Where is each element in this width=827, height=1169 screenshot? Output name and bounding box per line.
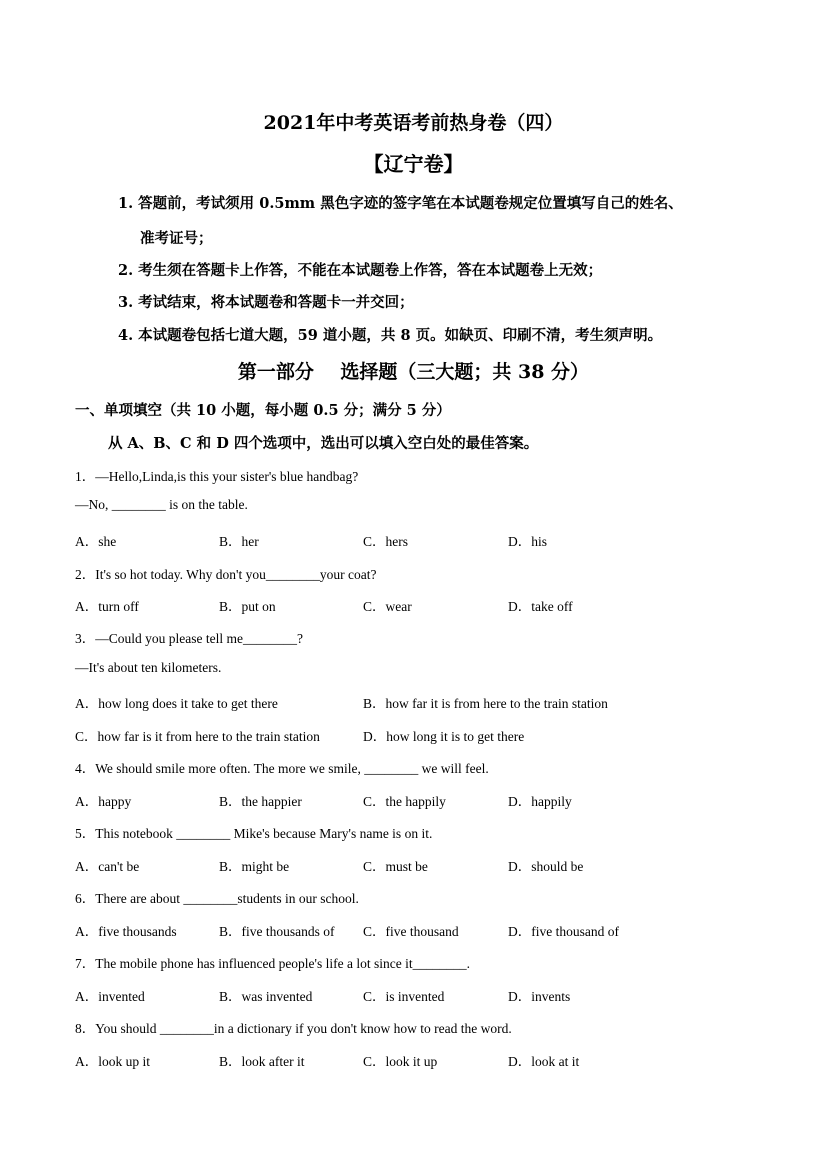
question-stem: —It's about ten kilometers.: [75, 660, 222, 675]
option-c: C．five thousand: [363, 924, 459, 939]
question-stem: 5．This notebook ________ Mike's because Mary's name is on it.: [75, 826, 433, 841]
option-c: C．how far is it from here to the train station: [75, 729, 320, 744]
option-b: B．was invented: [219, 989, 313, 1004]
question-stem: 6．There are about ________students in our school.: [75, 891, 359, 906]
question-stem: 2．It's so hot today. Why don't you________your coat?: [75, 567, 377, 582]
option-d: D．how long it is to get there: [363, 729, 525, 744]
option-c: C．hers: [363, 534, 408, 549]
option-a: A．five thousands: [75, 924, 177, 939]
option-a: A．how long does it take to get there: [75, 696, 278, 711]
part-title: 第一部分 选择题（三大题；共 38 分）: [237, 361, 590, 383]
option-b: B．might be: [219, 859, 290, 874]
option-c: C．look it up: [363, 1054, 438, 1069]
option-a: A．happy: [75, 794, 132, 809]
option-a: A．look up it: [75, 1054, 151, 1069]
note-1: 1. 答题前，考试须用 0.5mm 黑色字迹的签字笔在本试题卷规定位置填写自己的姓名、: [118, 195, 683, 212]
exam-title: 2021年中考英语考前热身卷（四）: [263, 112, 564, 134]
option-b: B．her: [219, 534, 259, 549]
note-3: 3. 考试结束，将本试题卷和答题卡一并交回；: [118, 294, 414, 311]
note-4: 4. 本试题卷包括七道大题，59 道小题，共 8 页。如缺页、印刷不清，考生须声明。: [118, 327, 663, 344]
option-d: D．take off: [508, 599, 573, 614]
option-b: B．the happier: [219, 794, 302, 809]
option-b: B．put on: [219, 599, 276, 614]
option-d: D．should be: [508, 859, 584, 874]
question-stem: 7．The mobile phone has influenced people's life a lot since it________.: [75, 956, 470, 971]
option-a: A．can't be: [75, 859, 140, 874]
question-stem: 3．—Could you please tell me________?: [75, 631, 303, 646]
section-instruction: 从 A、B、C 和 D 四个选项中，选出可以填入空白处的最佳答案。: [108, 435, 539, 452]
question-stem: 8．You should ________in a dictionary if you don't know how to read the word.: [75, 1021, 512, 1036]
option-b: B．five thousands of: [219, 924, 335, 939]
option-c: C．the happily: [363, 794, 446, 809]
option-c: C．must be: [363, 859, 428, 874]
option-a: A．she: [75, 534, 117, 549]
option-d: D．look at it: [508, 1054, 580, 1069]
question-stem: —No, ________ is on the table.: [75, 497, 248, 512]
section-heading: 一、单项填空（共 10 小题，每小题 0.5 分；满分 5 分）: [75, 402, 451, 419]
option-b: B．how far it is from here to the train station: [363, 696, 608, 711]
note-2: 2. 考生须在答题卡上作答，不能在本试题卷上作答，答在本试题卷上无效；: [118, 262, 603, 279]
option-d: D．happily: [508, 794, 572, 809]
note-1-cont: 准考证号；: [140, 230, 213, 247]
option-d: D．his: [508, 534, 548, 549]
option-b: B．look after it: [219, 1054, 305, 1069]
option-d: D．invents: [508, 989, 571, 1004]
question-stem: 1．—Hello,Linda,is this your sister's blue handbag?: [75, 469, 359, 484]
option-c: C．wear: [363, 599, 412, 614]
option-a: A．invented: [75, 989, 145, 1004]
option-d: D．five thousand of: [508, 924, 619, 939]
option-c: C．is invented: [363, 989, 445, 1004]
exam-region: 【辽宁卷】: [363, 152, 464, 176]
question-stem: 4．We should smile more often. The more we smile, ________ we will feel.: [75, 761, 489, 776]
option-a: A．turn off: [75, 599, 139, 614]
